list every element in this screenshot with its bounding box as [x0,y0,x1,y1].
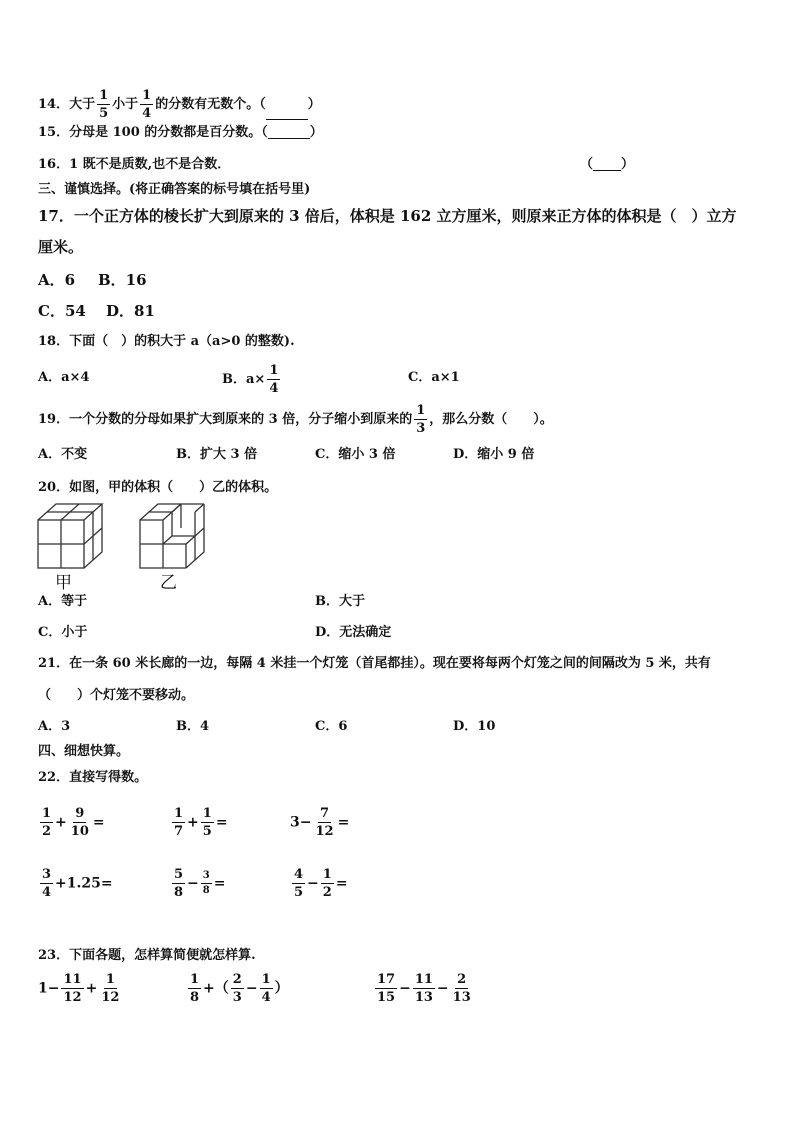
option-c[interactable]: C．a×1 [408,370,460,385]
figure-yi-cube [138,502,208,572]
text: ） [621,157,635,172]
numerator: 11 [414,972,433,987]
answer-blank[interactable] [593,158,621,171]
text: 3− [290,814,312,831]
denominator: 4 [261,990,271,1005]
denominator: 7 [174,824,184,839]
fraction [267,364,280,395]
question-23: 23．下面各题，怎样算简便就怎样算. [38,948,256,963]
question-14 [38,89,321,120]
question-20: 20．如图，甲的体积（ ）乙的体积。 [38,480,278,495]
denominator: 3 [232,990,242,1005]
numerator: 1 [42,806,52,821]
question-number: 14． [38,97,70,112]
numerator: 4 [294,867,304,882]
numerator: 1 [174,806,184,821]
text: ） [309,125,323,140]
option-c[interactable]: C．缩小 3 倍 [315,447,396,462]
fraction [40,868,53,899]
text: 19．一个分数的分母如果扩大到原来的 3 倍，分子缩小到原来的 [38,412,413,427]
option-a[interactable]: A．6 [38,271,76,289]
denominator: 2 [42,824,52,839]
operator: + [85,980,98,997]
denominator: 5 [99,106,109,121]
operator: + [55,814,67,831]
option-b[interactable] [222,364,282,395]
section-3-heading: 三、谨慎选择。(将正确答案的标号填在括号里) [38,182,311,197]
fraction [313,807,335,838]
numerator: 3 [201,871,212,884]
option-d[interactable]: D．81 [106,302,155,320]
numerator: 1 [202,806,212,821]
question-text: 15．分母是 100 的分数都是百分数。（ [38,125,268,140]
denominator: 5 [294,885,304,900]
option-a[interactable]: A．3 [38,719,71,734]
text: ，那么分数（ ）。 [429,412,553,427]
numerator: 1 [190,972,200,987]
operator: − [436,980,449,997]
answer-blank[interactable] [266,107,308,120]
denominator: 12 [101,990,120,1005]
question-21-line-1: 21．在一条 60 米长廊的一边，每隔 4 米挂一个灯笼（首尾都挂）。现在要将每两个灯笼之间的间隔改为 5 米，共有 [38,656,711,671]
numerator: 5 [174,867,184,882]
fraction [201,807,214,838]
numerator: 1 [105,972,115,987]
calc-expression [186,973,289,1004]
denominator: 4 [42,885,52,900]
numerator: 2 [457,972,467,987]
fraction [40,807,53,838]
equals-sign: = [215,814,228,831]
denominator: 8 [202,885,210,896]
denominator: 13 [414,990,433,1005]
denominator: 12 [315,824,334,839]
answer-blank[interactable] [268,126,310,139]
calc-expression [38,807,105,838]
denominator: 8 [190,990,200,1005]
numerator: 1 [416,403,426,418]
text: 1− [38,980,60,997]
fraction [292,868,305,899]
fraction [201,871,212,896]
option-b[interactable]: B．大于 [315,594,365,609]
denominator: 13 [452,990,471,1005]
fraction [99,973,121,1004]
operator: − [245,980,258,997]
question-17-line-1: 17．一个正方体的棱长扩大到原来的 3 倍后，体积是 162 立方厘米，则原来正方体的体积是（ ）立方 [38,207,737,225]
equals-sign: = [92,814,105,831]
question-text: 16．1 既不是质数,也不是合数． [38,157,231,172]
operator: + [187,814,199,831]
calc-expression [170,807,228,838]
denominator: 4 [269,381,279,396]
option-d[interactable]: D．10 [453,719,496,734]
numerator: 3 [42,867,52,882]
denominator: 12 [63,990,82,1005]
text: ） [307,97,321,112]
calc-expression [290,868,348,899]
numerator: 1 [322,867,332,882]
calc-expression [290,807,349,838]
fraction [172,807,185,838]
figure-label-jia: 甲 [55,573,72,593]
denominator: 2 [322,885,332,900]
fraction [414,404,427,435]
denominator: 5 [202,824,212,839]
denominator: 8 [174,885,184,900]
denominator: 10 [70,824,89,839]
equals-sign: = [213,875,226,892]
figure-jia-cube [36,502,106,572]
question-16 [38,158,230,171]
fraction [375,973,397,1004]
text: 小于 [112,97,139,112]
figure-label-yi: 乙 [160,573,177,593]
option-a[interactable]: A．不变 [38,447,88,462]
option-a[interactable]: A．等于 [38,594,88,609]
option-c[interactable]: C．6 [315,719,348,734]
option-c[interactable]: C．小于 [38,625,88,640]
question-22: 22．直接写得数。 [38,770,148,785]
operator: − [187,875,199,892]
fraction [61,973,83,1004]
option-b[interactable]: B．扩大 3 倍 [176,447,258,462]
numerator: 1 [269,363,279,378]
fraction [321,868,334,899]
text: B．a× [222,372,266,387]
numerator: 1 [99,88,109,103]
question-19 [38,404,553,435]
question-21-line-2: （ ）个灯笼不要移动。 [38,688,195,703]
option-c[interactable]: C．54 [38,302,86,320]
fraction [451,973,473,1004]
text: （ [580,157,594,172]
numerator: 1 [261,972,271,987]
section-4-heading: 四、细想快算。 [38,744,130,759]
equals-sign: = [335,875,348,892]
question-15 [38,126,323,139]
fraction [413,973,435,1004]
equals-sign: = [337,814,350,831]
operator: +（ [203,980,229,997]
numerator: 7 [320,806,330,821]
question-16-answer [580,158,634,171]
option-a[interactable]: A．a×4 [38,370,90,385]
text: +1.25= [55,875,113,892]
numerator: 11 [63,972,82,987]
operator: − [307,875,319,892]
calc-expression [38,868,113,899]
numerator: 9 [75,806,85,821]
denominator: 4 [142,106,152,121]
fraction [140,89,153,120]
fraction [260,973,273,1004]
option-b[interactable]: B．16 [98,271,147,289]
option-b[interactable]: B．4 [176,719,210,734]
numerator: 17 [377,972,396,987]
fraction [97,89,110,120]
fraction [172,868,185,899]
denominator: 3 [416,421,426,436]
question-18: 18．下面（ ）的积大于 a（a>0 的整数). [38,334,295,349]
calc-expression [373,973,475,1004]
numerator: 2 [232,972,242,987]
text: 大于 [69,97,96,112]
fraction [69,807,91,838]
option-d[interactable]: D．缩小 9 倍 [453,447,535,462]
calc-expression [170,868,225,899]
numerator: 1 [142,88,152,103]
text: ） [274,980,289,997]
fraction [231,973,244,1004]
text: 的分数有无数个。（ [155,97,266,112]
operator: − [399,980,411,997]
question-17-line-2: 厘米。 [38,238,84,256]
option-d[interactable]: D．无法确定 [315,625,392,640]
fraction [188,973,201,1004]
denominator: 15 [377,990,396,1005]
calc-expression [38,973,123,1004]
